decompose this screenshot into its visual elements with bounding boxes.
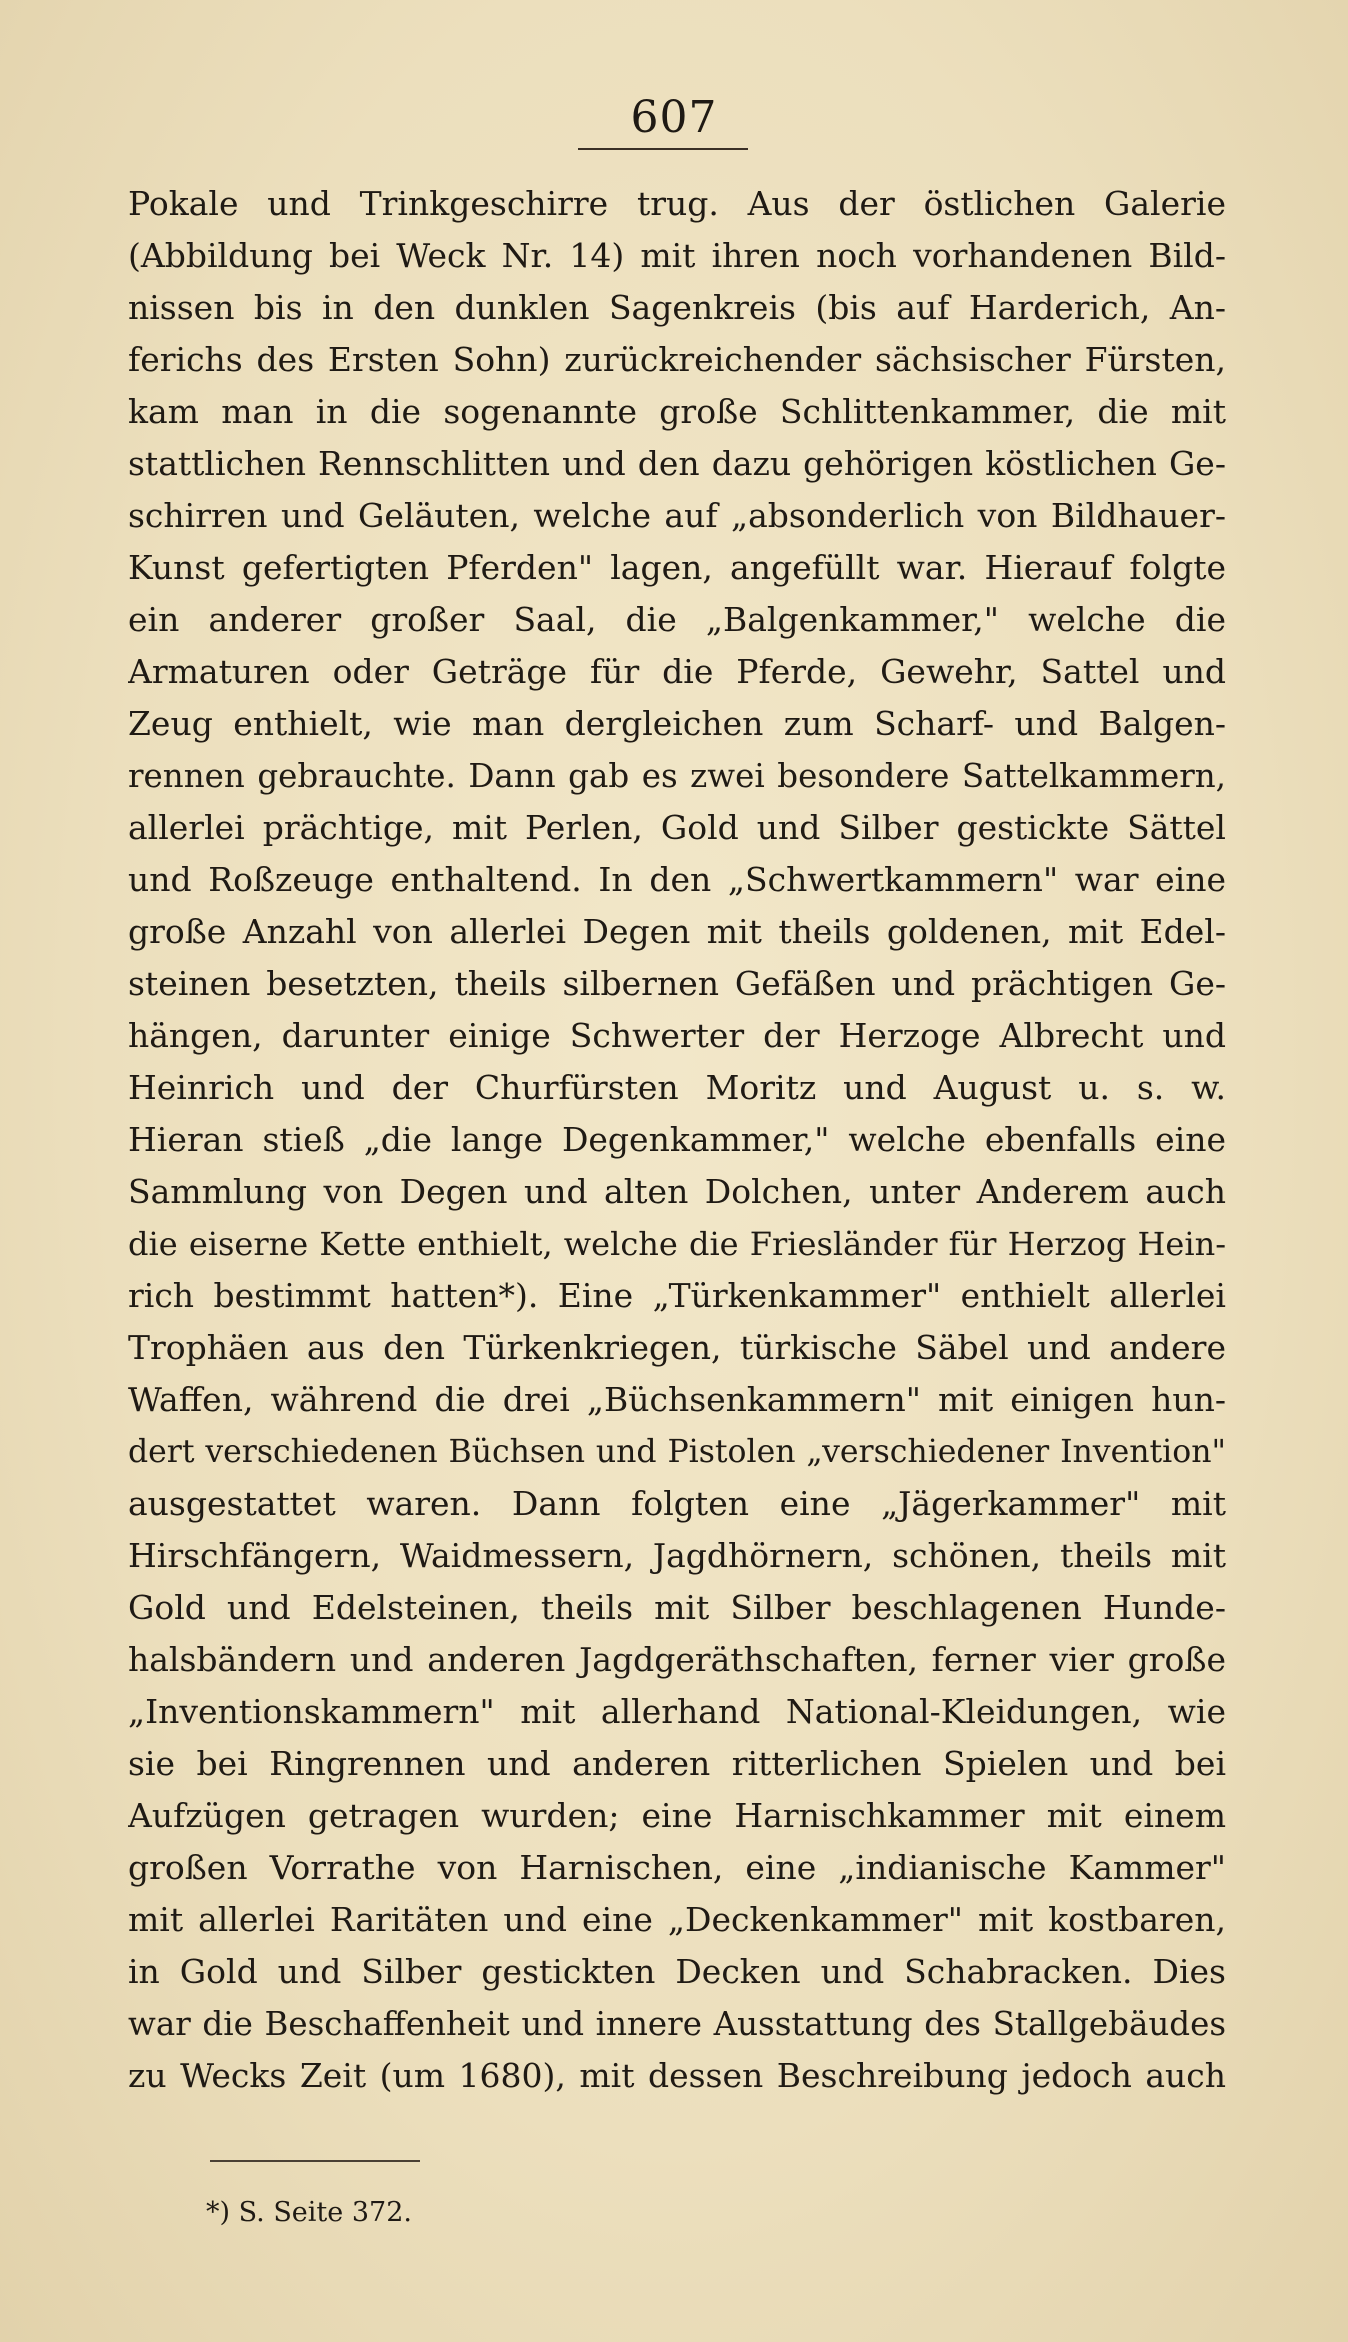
text-line: Heinrich und der Churfürsten Moritz und August u. s. w. (128, 1068, 1226, 1107)
text-line: zu Wecks Zeit (um 1680), mit dessen Beschreibung jedoch auch (128, 2056, 1226, 2095)
page-number-rule (578, 148, 748, 150)
text-line: (Abbildung bei Weck Nr. 14) mit ihren noch vorhandenen Bild- (128, 236, 1226, 275)
text-line: Pokale und Trinkgeschirre trug. Aus der östlichen Galerie (128, 184, 1226, 223)
footnote: *) S. Seite 372. (206, 2197, 412, 2228)
text-line: stattlichen Rennschlitten und den dazu gehörigen köstlichen Ge- (128, 444, 1226, 483)
text-line: steinen besetzten, theils silbernen Gefäßen und prächtigen Ge- (128, 964, 1226, 1003)
text-line: dert verschiedenen Büchsen und Pistolen „verschiedener Invention" (128, 1434, 1226, 1470)
text-line: „Inventionskammern" mit allerhand National-Kleidungen, wie (128, 1692, 1226, 1731)
text-line: rennen gebrauchte. Dann gab es zwei besondere Sattelkammern, (128, 757, 1226, 795)
body-text (128, 178, 1226, 2102)
text-line: mit allerlei Raritäten und eine „Deckenkammer" mit kostbaren, (128, 1900, 1226, 1939)
text-line: Sammlung von Degen und alten Dolchen, unter Anderem auch (128, 1172, 1226, 1211)
text-line: Gold und Edelsteinen, theils mit Silber beschlagenen Hunde- (128, 1588, 1226, 1627)
text-line: kam man in die sogenannte große Schlittenkammer, die mit (128, 392, 1226, 431)
text-line: allerlei prächtige, mit Perlen, Gold und Silber gestickte Sättel (128, 808, 1226, 847)
text-line: Zeug enthielt, wie man dergleichen zum Scharf- und Balgen- (128, 704, 1226, 743)
text-line: ein anderer großer Saal, die „Balgenkammer," welche die (128, 600, 1226, 639)
text-line: großen Vorrathe von Harnischen, eine „indianische Kammer" (128, 1848, 1226, 1887)
text-line: sie bei Ringrennen und anderen ritterlichen Spielen und bei (128, 1744, 1226, 1783)
text-line: rich bestimmt hatten*). Eine „Türkenkammer" enthielt allerlei (128, 1276, 1226, 1315)
footnote-rule (210, 2160, 420, 2162)
text-line: Trophäen aus den Türkenkriegen, türkische Säbel und andere (128, 1328, 1226, 1367)
text-line: Kunst gefertigten Pferden" lagen, angefüllt war. Hierauf folgte (128, 548, 1226, 587)
text-line: die eiserne Kette enthielt, welche die Friesländer für Herzog Hein- (128, 1225, 1226, 1263)
text-line: Aufzügen getragen wurden; eine Harnischkammer mit einem (128, 1796, 1226, 1835)
text-line: nissen bis in den dunklen Sagenkreis (bis auf Harderich, An- (128, 288, 1226, 327)
text-line: hängen, darunter einige Schwerter der Herzoge Albrecht und (128, 1016, 1226, 1055)
page-number: 607 (630, 92, 718, 143)
text-line: in Gold und Silber gestickten Decken und Schabracken. Dies (128, 1952, 1226, 1991)
text-line: Hieran stieß „die lange Degenkammer," welche ebenfalls eine (128, 1120, 1226, 1159)
text-line: ausgestattet waren. Dann folgten eine „Jägerkammer" mit (128, 1484, 1226, 1523)
text-line: große Anzahl von allerlei Degen mit theils goldenen, mit Edel- (128, 912, 1226, 951)
text-line: ferichs des Ersten Sohn) zurückreichender sächsischer Fürsten, (128, 340, 1226, 379)
text-line: Hirschfängern, Waidmessern, Jagdhörnern, schönen, theils mit (128, 1536, 1226, 1575)
text-line: Waffen, während die drei „Büchsenkammern" mit einigen hun- (128, 1380, 1226, 1419)
text-line: Armaturen oder Geträge für die Pferde, Gewehr, Sattel und (128, 652, 1226, 691)
text-line: war die Beschaffenheit und innere Ausstattung des Stallgebäudes (128, 2005, 1226, 2043)
text-line: halsbändern und anderen Jagdgeräthschaften, ferner vier große (128, 1640, 1226, 1679)
text-line: schirren und Geläuten, welche auf „absonderlich von Bildhauer- (128, 496, 1226, 535)
text-line: und Roßzeuge enthaltend. In den „Schwertkammern" war eine (128, 860, 1226, 899)
